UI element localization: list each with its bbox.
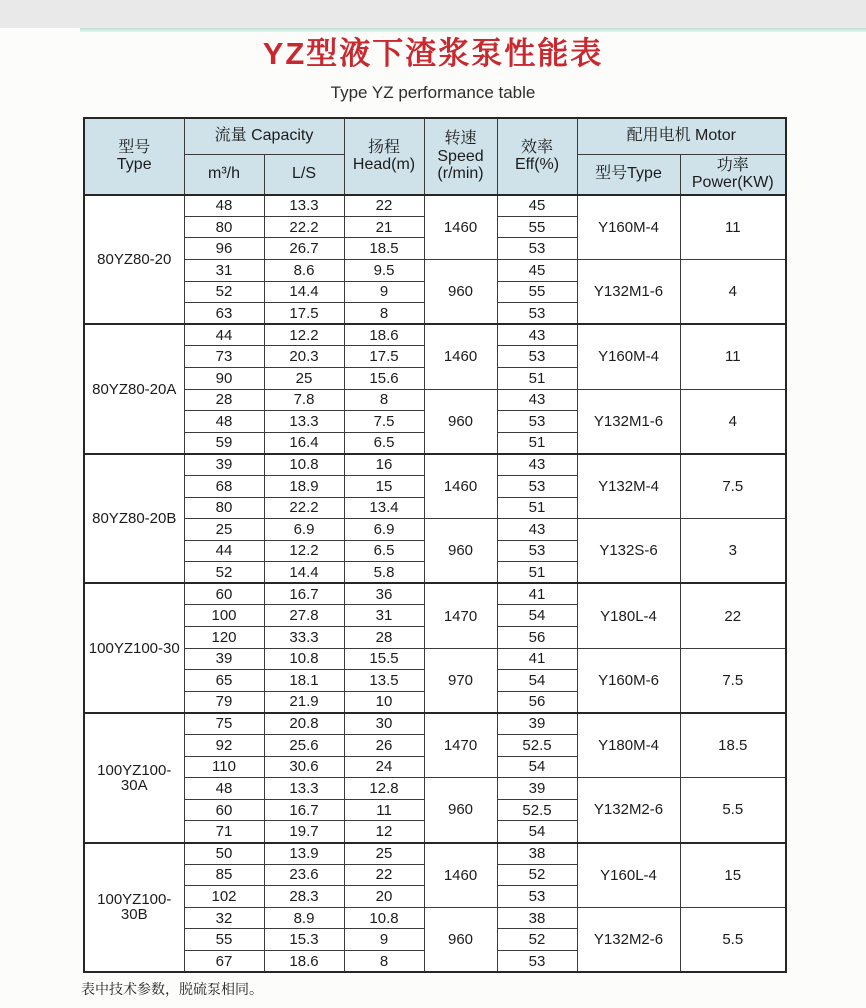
capacity-m3h-cell: 80 bbox=[184, 497, 264, 519]
header-row-1 bbox=[84, 118, 786, 154]
capacity-m3h-cell: 110 bbox=[184, 756, 264, 778]
head-cell: 7.5 bbox=[344, 411, 424, 433]
head-cell: 6.5 bbox=[344, 432, 424, 454]
col-header-type-en: Type bbox=[116, 156, 152, 174]
motor-type-cell: Y132M-4 bbox=[577, 454, 680, 519]
col-header-speed-cn: 转速 bbox=[444, 129, 477, 147]
capacity-m3h-cell: 73 bbox=[184, 346, 264, 368]
efficiency-cell: 38 bbox=[497, 843, 577, 865]
col-header-speed-en: Speed bbox=[437, 147, 484, 165]
efficiency-cell: 43 bbox=[497, 324, 577, 346]
capacity-m3h-cell: 25 bbox=[184, 519, 264, 541]
table-body bbox=[84, 195, 786, 972]
capacity-ls-cell: 12.2 bbox=[264, 324, 344, 346]
capacity-m3h-cell: 48 bbox=[184, 411, 264, 433]
motor-type-cell: Y160M-4 bbox=[577, 195, 680, 260]
motor-type-cell: Y132M2-6 bbox=[577, 778, 680, 843]
speed-cell: 960 bbox=[424, 259, 497, 324]
efficiency-cell: 55 bbox=[497, 216, 577, 238]
speed-cell: 1460 bbox=[424, 195, 497, 260]
head-cell: 22 bbox=[344, 864, 424, 886]
col-header-eff-cn: 效率 bbox=[521, 138, 554, 156]
capacity-m3h-cell: 39 bbox=[184, 648, 264, 670]
capacity-m3h-cell: 31 bbox=[184, 259, 264, 281]
pump-model-cell: 80YZ80-20B bbox=[84, 454, 184, 584]
capacity-m3h-cell: 39 bbox=[184, 454, 264, 476]
capacity-ls-cell: 14.4 bbox=[264, 281, 344, 303]
capacity-ls-cell: 18.6 bbox=[264, 950, 344, 972]
capacity-ls-cell: 13.3 bbox=[264, 778, 344, 800]
capacity-ls-cell: 8.9 bbox=[264, 907, 344, 929]
efficiency-cell: 53 bbox=[497, 303, 577, 325]
capacity-ls-cell: 26.7 bbox=[264, 238, 344, 260]
head-cell: 5.8 bbox=[344, 562, 424, 584]
capacity-m3h-cell: 80 bbox=[184, 216, 264, 238]
capacity-m3h-cell: 96 bbox=[184, 238, 264, 260]
pump-model-cell: 100YZ100-30 bbox=[84, 583, 184, 713]
table-row bbox=[84, 713, 786, 735]
capacity-m3h-cell: 63 bbox=[184, 303, 264, 325]
efficiency-cell: 51 bbox=[497, 562, 577, 584]
capacity-m3h-cell: 85 bbox=[184, 864, 264, 886]
table-row bbox=[84, 583, 786, 605]
col-header-capacity: 流量 Capacity bbox=[184, 118, 344, 154]
pump-model-cell: 100YZ100-30B bbox=[84, 843, 184, 973]
efficiency-cell: 52 bbox=[497, 929, 577, 951]
motor-power-cell: 3 bbox=[680, 519, 786, 584]
col-header-eff bbox=[497, 118, 577, 195]
capacity-m3h-cell: 75 bbox=[184, 713, 264, 735]
head-cell: 9 bbox=[344, 929, 424, 951]
col-header-head-cn: 扬程 bbox=[368, 138, 401, 156]
col-header-motor-type: 型号Type bbox=[577, 154, 680, 195]
head-cell: 12 bbox=[344, 821, 424, 843]
motor-power-cell: 7.5 bbox=[680, 648, 786, 713]
efficiency-cell: 53 bbox=[497, 886, 577, 908]
head-cell: 11 bbox=[344, 799, 424, 821]
efficiency-cell: 54 bbox=[497, 605, 577, 627]
efficiency-cell: 56 bbox=[497, 627, 577, 649]
efficiency-cell: 53 bbox=[497, 950, 577, 972]
efficiency-cell: 54 bbox=[497, 821, 577, 843]
capacity-m3h-cell: 120 bbox=[184, 627, 264, 649]
head-cell: 24 bbox=[344, 756, 424, 778]
col-header-eff-en: Eff(%) bbox=[514, 156, 560, 174]
capacity-ls-cell: 18.9 bbox=[264, 475, 344, 497]
capacity-ls-cell: 13.3 bbox=[264, 411, 344, 433]
capacity-m3h-cell: 28 bbox=[184, 389, 264, 411]
head-cell: 10 bbox=[344, 691, 424, 713]
motor-power-cell: 22 bbox=[680, 583, 786, 648]
capacity-ls-cell: 30.6 bbox=[264, 756, 344, 778]
motor-type-cell: Y132M1-6 bbox=[577, 259, 680, 324]
table-row bbox=[84, 324, 786, 346]
capacity-ls-cell: 8.6 bbox=[264, 259, 344, 281]
page-title: YZ型液下渣浆泵性能表 bbox=[262, 36, 604, 71]
head-cell: 9 bbox=[344, 281, 424, 303]
speed-cell: 960 bbox=[424, 907, 497, 972]
capacity-m3h-cell: 52 bbox=[184, 562, 264, 584]
efficiency-cell: 53 bbox=[497, 346, 577, 368]
head-cell: 15.5 bbox=[344, 648, 424, 670]
col-header-motor-power: 功率Power(KW) bbox=[680, 154, 786, 195]
capacity-m3h-cell: 44 bbox=[184, 324, 264, 346]
speed-cell: 1470 bbox=[424, 583, 497, 648]
head-cell: 6.9 bbox=[344, 519, 424, 541]
speed-cell: 1460 bbox=[424, 454, 497, 519]
motor-type-cell: Y160M-4 bbox=[577, 324, 680, 389]
efficiency-cell: 53 bbox=[497, 238, 577, 260]
motor-type-cell: Y132M1-6 bbox=[577, 389, 680, 454]
motor-type-cell: Y160L-4 bbox=[577, 843, 680, 908]
table-header bbox=[84, 118, 786, 195]
head-cell: 16 bbox=[344, 454, 424, 476]
capacity-m3h-cell: 79 bbox=[184, 691, 264, 713]
col-header-head bbox=[344, 118, 424, 195]
pump-model-cell: 80YZ80-20A bbox=[84, 324, 184, 454]
table-row bbox=[84, 259, 786, 281]
col-header-head-en: Head(m) bbox=[352, 156, 416, 174]
head-cell: 8 bbox=[344, 389, 424, 411]
head-cell: 13.5 bbox=[344, 670, 424, 692]
table-row bbox=[84, 519, 786, 541]
capacity-m3h-cell: 68 bbox=[184, 475, 264, 497]
capacity-m3h-cell: 55 bbox=[184, 929, 264, 951]
efficiency-cell: 41 bbox=[497, 648, 577, 670]
page bbox=[0, 28, 866, 1008]
capacity-ls-cell: 22.2 bbox=[264, 216, 344, 238]
capacity-ls-cell: 23.6 bbox=[264, 864, 344, 886]
efficiency-cell: 51 bbox=[497, 367, 577, 389]
col-header-type bbox=[84, 118, 184, 195]
capacity-ls-cell: 20.8 bbox=[264, 713, 344, 735]
efficiency-cell: 41 bbox=[497, 583, 577, 605]
table-row bbox=[84, 648, 786, 670]
efficiency-cell: 53 bbox=[497, 540, 577, 562]
top-accent-line bbox=[80, 28, 866, 32]
table-row bbox=[84, 843, 786, 865]
capacity-m3h-cell: 59 bbox=[184, 432, 264, 454]
capacity-ls-cell: 6.9 bbox=[264, 519, 344, 541]
pump-model-cell: 80YZ80-20 bbox=[84, 195, 184, 325]
speed-cell: 970 bbox=[424, 648, 497, 713]
head-cell: 17.5 bbox=[344, 346, 424, 368]
capacity-ls-cell: 19.7 bbox=[264, 821, 344, 843]
motor-power-cell: 7.5 bbox=[680, 454, 786, 519]
efficiency-cell: 53 bbox=[497, 411, 577, 433]
efficiency-cell: 53 bbox=[497, 475, 577, 497]
capacity-ls-cell: 16.7 bbox=[264, 799, 344, 821]
motor-power-cell: 5.5 bbox=[680, 778, 786, 843]
speed-cell: 1460 bbox=[424, 843, 497, 908]
capacity-ls-cell: 10.8 bbox=[264, 648, 344, 670]
capacity-ls-cell: 7.8 bbox=[264, 389, 344, 411]
efficiency-cell: 45 bbox=[497, 259, 577, 281]
head-cell: 18.6 bbox=[344, 324, 424, 346]
capacity-ls-cell: 17.5 bbox=[264, 303, 344, 325]
capacity-ls-cell: 21.9 bbox=[264, 691, 344, 713]
capacity-m3h-cell: 102 bbox=[184, 886, 264, 908]
efficiency-cell: 43 bbox=[497, 454, 577, 476]
capacity-m3h-cell: 52 bbox=[184, 281, 264, 303]
footnote: 表中技术参数，脱硫泵相同。 bbox=[81, 981, 263, 998]
capacity-ls-cell: 10.8 bbox=[264, 454, 344, 476]
capacity-ls-cell: 22.2 bbox=[264, 497, 344, 519]
pump-model-cell: 100YZ100-30A bbox=[84, 713, 184, 843]
capacity-ls-cell: 33.3 bbox=[264, 627, 344, 649]
head-cell: 13.4 bbox=[344, 497, 424, 519]
head-cell: 8 bbox=[344, 950, 424, 972]
table-row bbox=[84, 195, 786, 217]
head-cell: 18.5 bbox=[344, 238, 424, 260]
speed-cell: 1470 bbox=[424, 713, 497, 778]
speed-cell: 960 bbox=[424, 778, 497, 843]
col-header-speed bbox=[424, 118, 497, 195]
table-row bbox=[84, 389, 786, 411]
head-cell: 8 bbox=[344, 303, 424, 325]
capacity-ls-cell: 27.8 bbox=[264, 605, 344, 627]
efficiency-cell: 54 bbox=[497, 756, 577, 778]
capacity-m3h-cell: 32 bbox=[184, 907, 264, 929]
motor-power-cell: 11 bbox=[680, 324, 786, 389]
capacity-ls-cell: 13.9 bbox=[264, 843, 344, 865]
head-cell: 36 bbox=[344, 583, 424, 605]
motor-power-cell: 4 bbox=[680, 389, 786, 454]
capacity-m3h-cell: 50 bbox=[184, 843, 264, 865]
motor-type-cell: Y132S-6 bbox=[577, 519, 680, 584]
capacity-ls-cell: 20.3 bbox=[264, 346, 344, 368]
head-cell: 15.6 bbox=[344, 367, 424, 389]
head-cell: 30 bbox=[344, 713, 424, 735]
head-cell: 21 bbox=[344, 216, 424, 238]
efficiency-cell: 51 bbox=[497, 432, 577, 454]
col-header-ls: L/S bbox=[264, 154, 344, 195]
col-header-m3h: m³/h bbox=[184, 154, 264, 195]
speed-cell: 960 bbox=[424, 389, 497, 454]
capacity-m3h-cell: 60 bbox=[184, 583, 264, 605]
head-cell: 6.5 bbox=[344, 540, 424, 562]
efficiency-cell: 51 bbox=[497, 497, 577, 519]
capacity-ls-cell: 25 bbox=[264, 367, 344, 389]
table-row bbox=[84, 778, 786, 800]
efficiency-cell: 43 bbox=[497, 389, 577, 411]
head-cell: 25 bbox=[344, 843, 424, 865]
efficiency-cell: 56 bbox=[497, 691, 577, 713]
capacity-ls-cell: 16.7 bbox=[264, 583, 344, 605]
capacity-ls-cell: 15.3 bbox=[264, 929, 344, 951]
efficiency-cell: 55 bbox=[497, 281, 577, 303]
motor-type-cell: Y132M2-6 bbox=[577, 907, 680, 972]
motor-power-cell: 5.5 bbox=[680, 907, 786, 972]
head-cell: 9.5 bbox=[344, 259, 424, 281]
motor-type-cell: Y180M-4 bbox=[577, 713, 680, 778]
table-row bbox=[84, 907, 786, 929]
capacity-ls-cell: 13.3 bbox=[264, 195, 344, 217]
col-header-type-cn: 型号 bbox=[118, 138, 151, 156]
efficiency-cell: 38 bbox=[497, 907, 577, 929]
page-subtitle: Type YZ performance table bbox=[330, 83, 536, 102]
motor-power-cell: 11 bbox=[680, 195, 786, 260]
head-cell: 22 bbox=[344, 195, 424, 217]
col-header-speed-unit: (r/min) bbox=[437, 165, 484, 183]
capacity-ls-cell: 25.6 bbox=[264, 735, 344, 757]
capacity-m3h-cell: 90 bbox=[184, 367, 264, 389]
capacity-ls-cell: 18.1 bbox=[264, 670, 344, 692]
col-header-motor: 配用电机 Motor bbox=[577, 118, 786, 154]
capacity-m3h-cell: 100 bbox=[184, 605, 264, 627]
capacity-ls-cell: 12.2 bbox=[264, 540, 344, 562]
capacity-ls-cell: 16.4 bbox=[264, 432, 344, 454]
table-row bbox=[84, 454, 786, 476]
motor-type-cell: Y180L-4 bbox=[577, 583, 680, 648]
motor-power-cell: 4 bbox=[680, 259, 786, 324]
performance-table bbox=[83, 117, 787, 973]
head-cell: 26 bbox=[344, 735, 424, 757]
head-cell: 12.8 bbox=[344, 778, 424, 800]
capacity-m3h-cell: 60 bbox=[184, 799, 264, 821]
efficiency-cell: 52 bbox=[497, 864, 577, 886]
motor-power-cell: 15 bbox=[680, 843, 786, 908]
capacity-m3h-cell: 44 bbox=[184, 540, 264, 562]
capacity-m3h-cell: 92 bbox=[184, 735, 264, 757]
capacity-m3h-cell: 67 bbox=[184, 950, 264, 972]
motor-power-cell: 18.5 bbox=[680, 713, 786, 778]
efficiency-cell: 43 bbox=[497, 519, 577, 541]
head-cell: 20 bbox=[344, 886, 424, 908]
head-cell: 28 bbox=[344, 627, 424, 649]
capacity-m3h-cell: 71 bbox=[184, 821, 264, 843]
capacity-ls-cell: 28.3 bbox=[264, 886, 344, 908]
speed-cell: 1460 bbox=[424, 324, 497, 389]
efficiency-cell: 39 bbox=[497, 713, 577, 735]
capacity-m3h-cell: 48 bbox=[184, 195, 264, 217]
motor-type-cell: Y160M-6 bbox=[577, 648, 680, 713]
efficiency-cell: 54 bbox=[497, 670, 577, 692]
head-cell: 15 bbox=[344, 475, 424, 497]
capacity-ls-cell: 14.4 bbox=[264, 562, 344, 584]
capacity-m3h-cell: 65 bbox=[184, 670, 264, 692]
efficiency-cell: 52.5 bbox=[497, 799, 577, 821]
efficiency-cell: 45 bbox=[497, 195, 577, 217]
head-cell: 10.8 bbox=[344, 907, 424, 929]
speed-cell: 960 bbox=[424, 519, 497, 584]
capacity-m3h-cell: 48 bbox=[184, 778, 264, 800]
head-cell: 31 bbox=[344, 605, 424, 627]
efficiency-cell: 39 bbox=[497, 778, 577, 800]
efficiency-cell: 52.5 bbox=[497, 735, 577, 757]
